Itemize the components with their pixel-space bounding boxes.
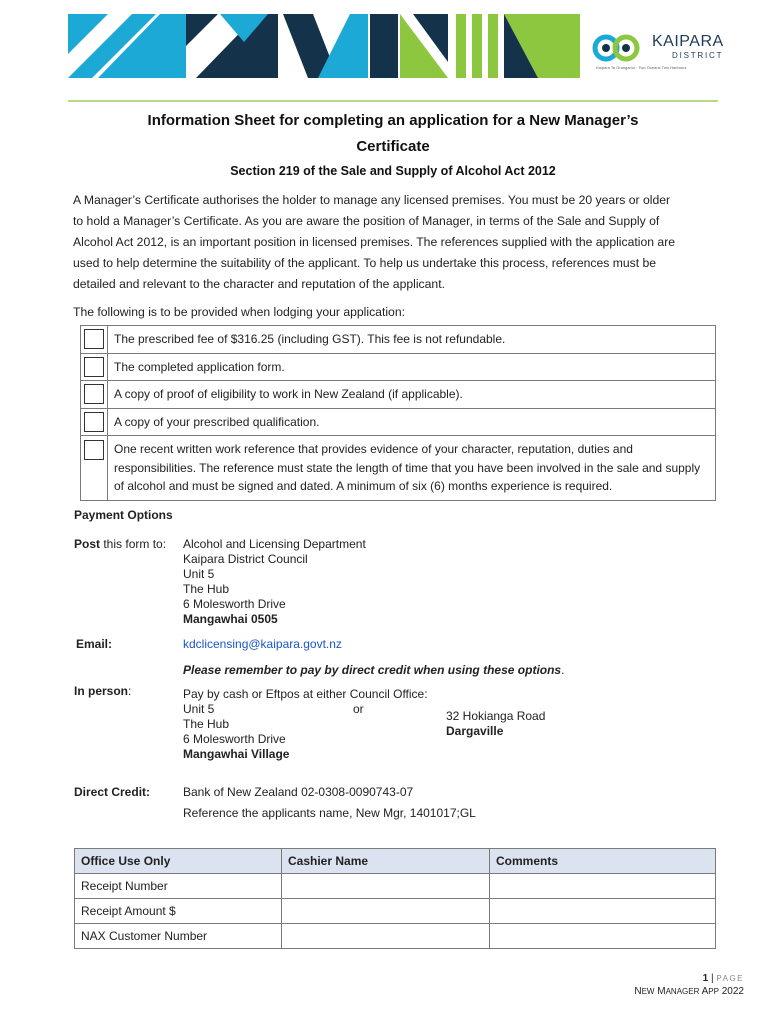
post-label-rest: this form to: [100,537,167,551]
post-label [74,537,166,552]
header-divider [68,100,718,102]
logo-tagline: Kaipara Te Oranganui · Two Oceans Two Harbours [596,65,687,70]
document-subtitle: Section 219 of the Sale and Supply of Alcohol Act 2012 [230,164,556,178]
intro-line: used to help determine the suitability of the applicant. To help us undertake this process, references must be [73,256,657,270]
requirement-checkbox-cell[interactable] [81,326,108,354]
intro-line: detailed and relevant to the character and reputation of the applicant. [73,277,445,291]
email-label: Email: [76,637,113,651]
checkbox-icon[interactable] [84,384,104,404]
office-table-header [75,849,716,874]
table-row [75,874,716,899]
doc-name-part: 2022 [718,986,744,997]
address-line: Alcohol and Licensing Department [183,537,366,551]
checkbox-icon[interactable] [84,412,104,432]
office-mangawhai [183,702,289,762]
address-line: Kaipara District Council [183,552,308,566]
checkbox-icon[interactable] [84,329,104,349]
requirement-row [81,326,716,354]
payment-options-heading: Payment Options [74,508,173,522]
doc-name-part: A [699,986,709,997]
requirements-checklist [80,325,716,501]
requirement-row [81,353,716,381]
address-line: 6 Molesworth Drive [183,732,286,746]
office-cell-empty[interactable] [490,924,716,949]
post-label-bold: Post [74,537,101,551]
requirement-text: A copy of proof of eligibility to work in New Zealand (if applicable). [108,381,716,409]
email-link[interactable]: kdclicensing@kaipara.govt.nz [183,637,342,651]
office-table-header-cell: Office Use Only [75,849,282,874]
document-title-line1: Information Sheet for completing an application for a New Manager’s [147,112,639,129]
intro-line: Alcohol Act 2012, is an important position in licensed premises. The references supplied with the application are [73,235,676,249]
lodging-intro: The following is to be provided when lodging your application: [73,305,405,319]
bank-account: Bank of New Zealand 02-0308-0090743-07 [183,785,414,799]
requirement-row [81,381,716,409]
office-table-header-cell: Cashier Name [282,849,490,874]
payment-reference: Reference the applicants name, New Mgr, 1401017;GL [183,806,476,820]
table-row [75,899,716,924]
requirement-text: The prescribed fee of $316.25 (including GST). This fee is not refundable. [108,326,716,354]
in-person-label-text: In person [74,684,129,698]
requirement-checkbox-cell[interactable] [81,353,108,381]
address-line: The Hub [183,582,230,596]
office-dargaville [446,709,545,739]
direct-credit-label: Direct Credit: [74,785,151,799]
or-text: or [353,702,364,716]
address-line: 6 Molesworth Drive [183,597,286,611]
post-address [183,537,366,627]
header-banner-graphic [68,14,580,78]
intro-line: A Manager’s Certificate authorises the holder to manage any licensed premises. You must be 20 years or older [73,193,671,207]
in-person-intro: Pay by cash or Eftpos at either Council Office: [183,687,428,701]
address-line: Dargaville [446,724,504,738]
office-cell-empty[interactable] [282,899,490,924]
requirement-row [81,436,716,501]
doc-name-part: EW [641,987,655,996]
office-row-label: Receipt Number [75,874,282,899]
intro-line: to hold a Manager’s Certificate. As you are aware the position of Manager, in terms of the Sale and Supply of [73,214,660,228]
office-row-label: NAX Customer Number [75,924,282,949]
requirement-row [81,408,716,436]
address-line: Unit 5 [183,702,215,716]
office-cell-empty[interactable] [490,899,716,924]
requirement-checkbox-cell[interactable] [81,381,108,409]
doc-name-part: PP [708,987,719,996]
requirement-text: The completed application form. [108,353,716,381]
office-cell-empty[interactable] [282,874,490,899]
intro-paragraph [73,190,723,295]
checkbox-icon[interactable] [84,357,104,377]
doc-name-part: M [654,986,666,997]
document-title-line2: Certificate [356,138,430,155]
doc-name-part: N [634,986,642,997]
page-separator: | [708,973,717,984]
office-table-header-cell: Comments [490,849,716,874]
logo-wordmark: KAIPARA [652,33,724,50]
document-name [634,986,744,997]
in-person-label [74,684,131,699]
requirement-checkbox-cell[interactable] [81,408,108,436]
office-cell-empty[interactable] [490,874,716,899]
office-cell-empty[interactable] [282,924,490,949]
address-line: Mangawhai Village [183,747,290,761]
page-word: PAGE [716,974,744,983]
address-line: 32 Hokianga Road [446,709,546,723]
checkbox-icon[interactable] [84,440,104,460]
address-line: Mangawhai 0505 [183,612,278,626]
page-number-value: 1 [702,973,709,984]
office-use-table [74,848,716,949]
requirement-text: A copy of your prescribed qualification. [108,408,716,436]
office-row-label: Receipt Amount $ [75,899,282,924]
page-number [703,973,744,984]
address-line: Unit 5 [183,567,215,581]
requirement-checkbox-cell[interactable] [81,436,108,501]
requirement-text: One recent written work reference that provides evidence of your character, reputation, duties and responsibilities. The reference must state the length of time that you have been involved in the sale and supply of alcohol and must be signed and dated. A minimum of six (6) months experience is required. [108,436,716,501]
address-line: The Hub [183,717,230,731]
in-person-colon: : [128,684,132,698]
direct-credit-note: Please remember to pay by direct credit when using these options. [183,663,565,677]
doc-name-part: ANAGER [665,987,700,996]
direct-credit-note-text: Please remember to pay by direct credit when using these options [183,663,562,677]
table-row [75,924,716,949]
logo-subtitle: DISTRICT [672,51,724,60]
